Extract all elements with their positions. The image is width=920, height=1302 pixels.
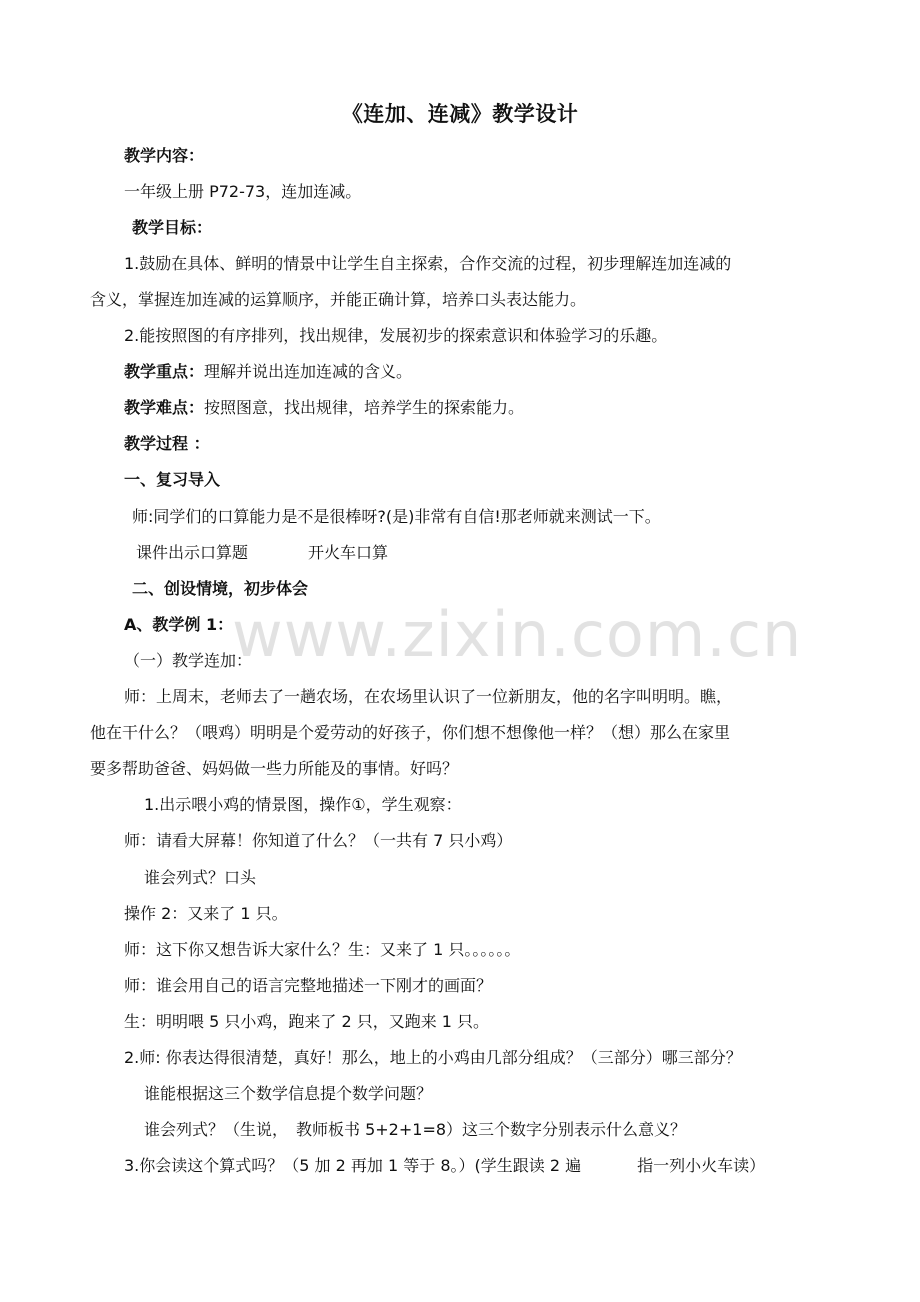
watermark: www.zixin.com.cn [232,598,803,671]
goals-label: 教学目标： [132,218,213,237]
section1-heading: 一、复习导入 [124,470,221,489]
question-line: 谁能根据这三个数学信息提个数学问题？ [144,1084,433,1103]
step2-text: 2.师: 你表达得很清楚，真好！那么，地上的小鸡由几部分组成？（三部分）哪三部分？ [124,1048,742,1067]
content-label: 教学内容： [124,146,205,165]
goal1-line2: 含义，掌握连加连减的运算顺序，并能正确计算，培养口头表达能力。 [90,290,587,309]
key-text: 理解并说出连加连减的含义。 [204,362,413,381]
teacher-line4: 师：谁会用自己的语言完整地描述一下刚才的画面？ [124,976,493,995]
para1-line3: 要多帮助爸爸、妈妈做一些力所能及的事情。好吗？ [90,759,459,778]
difficulty-label: 教学难点： [124,398,205,417]
operation2-line: 操作 2：又来了 1 只。 [124,904,288,923]
step3-tail: 指一列小火车读） [637,1156,766,1175]
section1-line2a: 课件出示口算题 [136,543,249,562]
section1-line2 [136,543,388,563]
para1-line1: 师：上周末，老师去了一趟农场，在农场里认识了一位新朋友，他的名字叫明明。瞧， [124,687,733,706]
step1-text: 1.出示喂小鸡的情景图，操作①，学生观察： [144,795,462,814]
difficulty-point [124,398,524,418]
section1-line2b: 开火车口算 [308,543,389,562]
para1-line2: 他在干什么？（喂鸡）明明是个爱劳动的好孩子，你们想不想像他一样？（想）那么在家里 [90,723,731,742]
step3-text: 3.你会读这个算式吗？（5 加 2 再加 1 等于 8。）(学生跟读 2 遍 [124,1156,582,1175]
document-title: 《连加、连减》教学设计 [341,102,579,126]
subsection-a-heading: A、教学例 1： [124,615,234,634]
content-text: 一年级上册 P72-73，连加连减。 [124,182,362,201]
process-label: 教学过程 ： [124,434,210,453]
section2-heading: 二、创设情境，初步体会 [132,579,309,598]
difficulty-text: 按照图意，找出规律，培养学生的探索能力。 [204,398,525,417]
goal1-line1: 1.鼓励在具体、鲜明的情景中让学生自主探索，合作交流的过程，初步理解连加连减的 [124,254,732,273]
goal2-text: 2.能按照图的有序排列，找出规律，发展初步的探索意识和体验学习的乐趣。 [124,326,668,345]
student-line1: 生：明明喂 5 只小鸡，跑来了 2 只，又跑来 1 只。 [124,1012,490,1031]
section1-line1: 师:同学们的口算能力是不是很棒呀?(是)非常有自信!那老师就来测试一下。 [132,507,661,526]
step3-line [124,1156,765,1176]
teacher-line2: 谁会列式？口头 [144,868,257,887]
key-point [124,362,412,382]
teacher-line1: 师：请看大屏幕！你知道了什么？（一共有 7 只小鸡） [124,831,513,850]
key-label: 教学重点： [124,362,205,381]
teacher-line3: 师：这下你又想告诉大家什么？生：又来了 1 只。。。。。。 [124,940,521,959]
part1-heading: （一）教学连加： [124,651,253,670]
formula-line: 谁会列式？（生说， 教师板书 5+2+1=8）这三个数字分别表示什么意义？ [144,1120,687,1139]
